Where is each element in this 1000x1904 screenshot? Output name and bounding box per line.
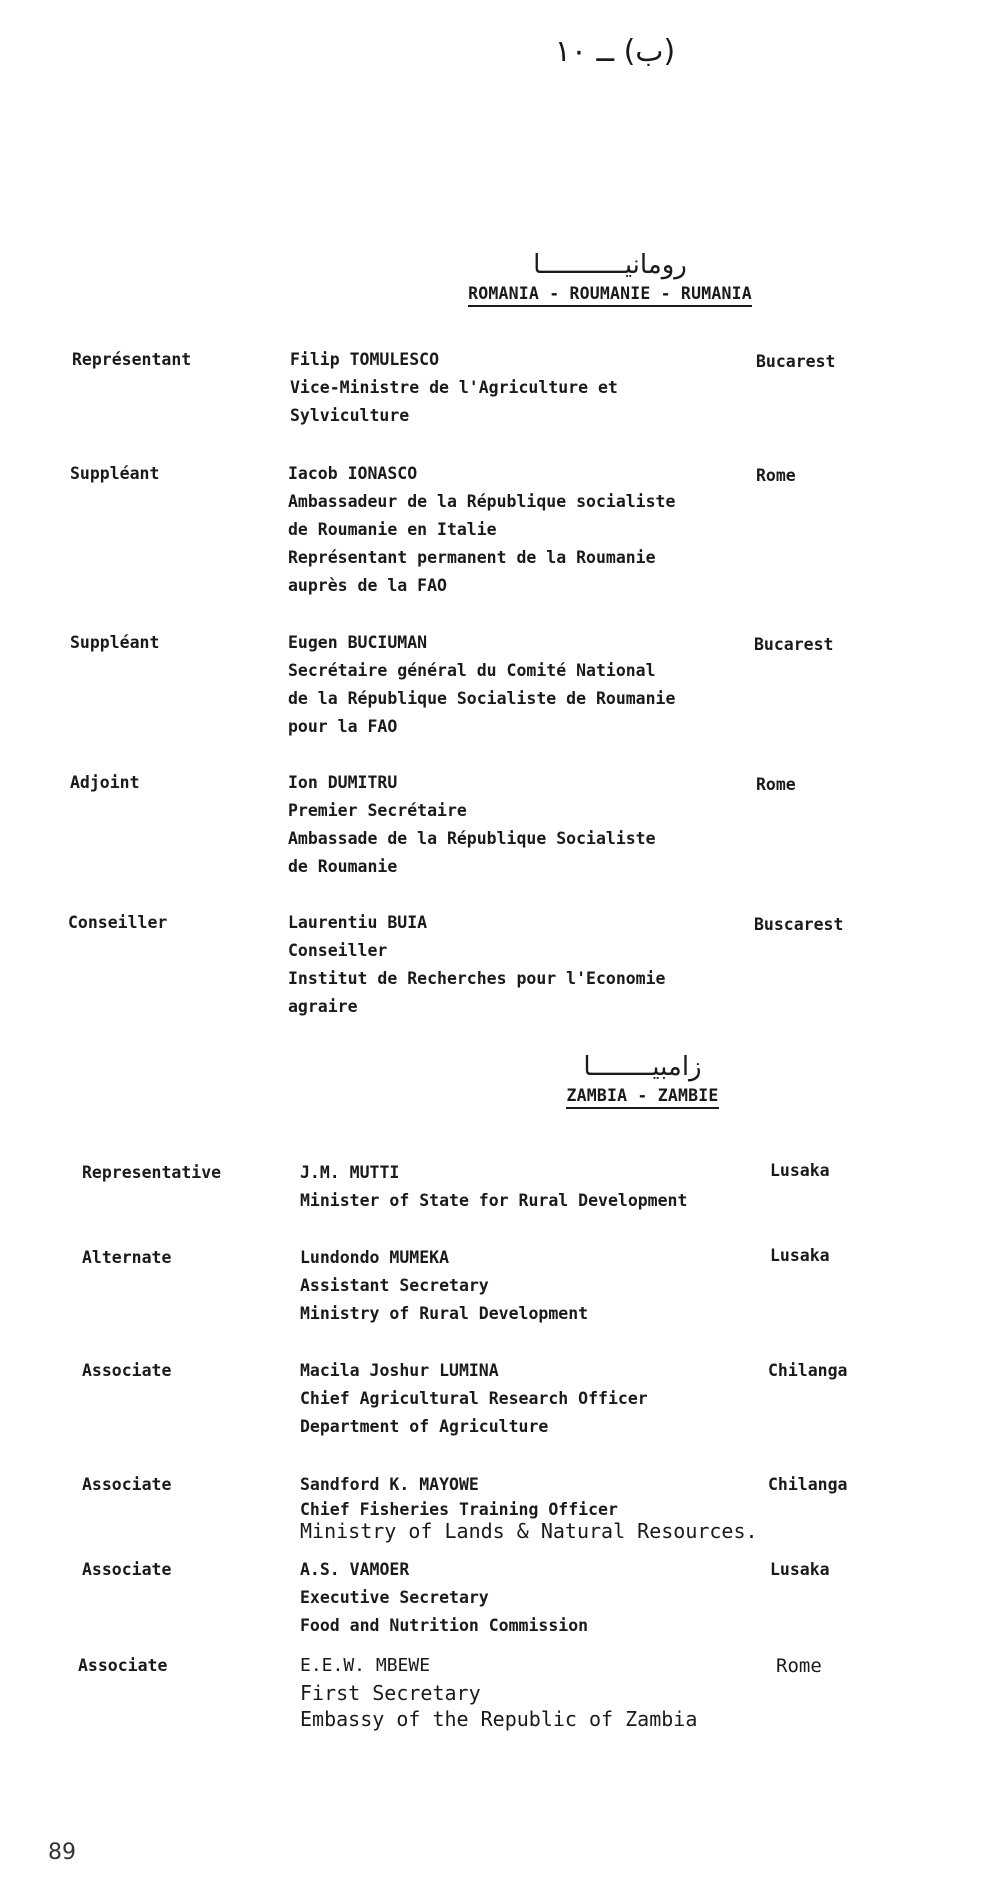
delegate-role: Alternate xyxy=(82,1248,172,1267)
delegate-name: Laurentiu BUIA xyxy=(288,913,428,932)
delegate-line: de Roumanie xyxy=(288,857,398,876)
delegate-line: agraire xyxy=(288,997,358,1016)
delegate-city: Chilanga xyxy=(768,1361,848,1380)
delegate-role: Suppléant xyxy=(70,464,160,483)
delegate-line: Vice-Ministre de l'Agriculture et xyxy=(290,378,618,397)
delegate-line: Executive Secretary xyxy=(300,1588,489,1607)
delegate-line: Chief Fisheries Training Officer xyxy=(300,1500,618,1519)
section-title-romania xyxy=(440,250,780,307)
section-title-latin: ZAMBIA - ZAMBIE xyxy=(566,1086,718,1109)
delegate-line: Secrétaire général du Comité National xyxy=(288,661,656,680)
delegate-details xyxy=(300,1556,588,1640)
page-number: 89 xyxy=(48,1840,76,1865)
delegate-city: Bucarest xyxy=(754,635,834,654)
delegate-line: Institut de Recherches pour l'Economie xyxy=(288,969,666,988)
delegate-role: Associate xyxy=(78,1656,168,1675)
delegate-name: A.S. VAMOER xyxy=(300,1560,410,1579)
delegate-line: Représentant permanent de la Roumanie xyxy=(288,548,656,567)
delegate-line: Minister of State for Rural Development xyxy=(300,1191,688,1210)
delegate-name: Ion DUMITRU xyxy=(288,773,398,792)
delegate-name: Eugen BUCIUMAN xyxy=(288,633,428,652)
section-title-zambia xyxy=(535,1052,750,1109)
delegate-details xyxy=(290,346,618,430)
delegate-city: Lusaka xyxy=(770,1560,830,1579)
delegate-line: Premier Secrétaire xyxy=(288,801,467,820)
delegate-name: E.E.W. MBEWE xyxy=(300,1655,431,1676)
delegate-line: Ambassadeur de la République socialiste xyxy=(288,492,676,511)
delegate-city: Lusaka xyxy=(770,1246,830,1265)
delegate-city: Bucarest xyxy=(756,352,836,371)
delegate-role: Adjoint xyxy=(70,773,140,792)
delegate-line: Ministry of Lands & Natural Resources. xyxy=(300,1519,758,1543)
delegate-details xyxy=(288,460,675,600)
delegate-city: Rome xyxy=(756,775,796,794)
delegate-line: auprès de la FAO xyxy=(288,576,447,595)
delegate-name: Sandford K. MAYOWE xyxy=(300,1475,479,1494)
delegate-name: Filip TOMULESCO xyxy=(290,350,440,369)
delegate-line: Ambassade de la République Socialiste xyxy=(288,829,656,848)
delegate-line: Conseiller xyxy=(288,941,388,960)
delegate-role: Suppléant xyxy=(70,633,160,652)
delegate-details xyxy=(300,1471,758,1541)
delegate-city: Rome xyxy=(756,466,796,485)
delegate-city: Lusaka xyxy=(770,1161,830,1180)
delegate-line: de Roumanie en Italie xyxy=(288,520,497,539)
delegate-city: Rome xyxy=(776,1655,822,1677)
delegate-details xyxy=(300,1652,697,1732)
delegate-role: Associate xyxy=(82,1361,172,1380)
delegate-line: de la République Socialiste de Roumanie xyxy=(288,689,676,708)
delegate-line: Embassy of the Republic of Zambia xyxy=(300,1707,698,1731)
delegate-line: Department of Agriculture xyxy=(300,1417,549,1436)
delegate-name: Lundondo MUMEKA xyxy=(300,1248,450,1267)
delegate-role: Conseiller xyxy=(68,913,168,932)
delegate-role: Associate xyxy=(82,1475,172,1494)
delegate-line: Chief Agricultural Research Officer xyxy=(300,1389,648,1408)
delegate-role: Representative xyxy=(82,1163,222,1182)
delegate-name: Iacob IONASCO xyxy=(288,464,418,483)
delegate-details xyxy=(300,1244,588,1328)
section-title-arabic: زامبيــــــــا xyxy=(583,1052,702,1082)
delegate-line: Food and Nutrition Commission xyxy=(300,1616,589,1635)
page-reference: (ب) ــ ١٠ xyxy=(554,34,676,69)
delegate-role: Associate xyxy=(82,1560,172,1579)
delegate-details xyxy=(288,909,666,1021)
delegate-details xyxy=(288,769,656,881)
delegate-line: Assistant Secretary xyxy=(300,1276,489,1295)
delegate-details xyxy=(300,1357,648,1441)
delegate-city: Chilanga xyxy=(768,1475,848,1494)
delegate-line: First Secretary xyxy=(300,1681,481,1705)
delegate-name: Macila Joshur LUMINA xyxy=(300,1361,499,1380)
delegate-details xyxy=(288,629,675,741)
section-title-latin: ROMANIA - ROUMANIE - RUMANIA xyxy=(468,284,752,307)
delegate-line: Sylviculture xyxy=(290,406,410,425)
delegate-line: pour la FAO xyxy=(288,717,398,736)
delegate-name: J.M. MUTTI xyxy=(300,1163,400,1182)
delegate-role: Représentant xyxy=(72,350,192,369)
delegate-line: Ministry of Rural Development xyxy=(300,1304,589,1323)
section-title-arabic: رومانيـــــــــــا xyxy=(533,250,687,280)
delegate-city: Buscarest xyxy=(754,915,844,934)
delegate-details xyxy=(300,1159,687,1215)
